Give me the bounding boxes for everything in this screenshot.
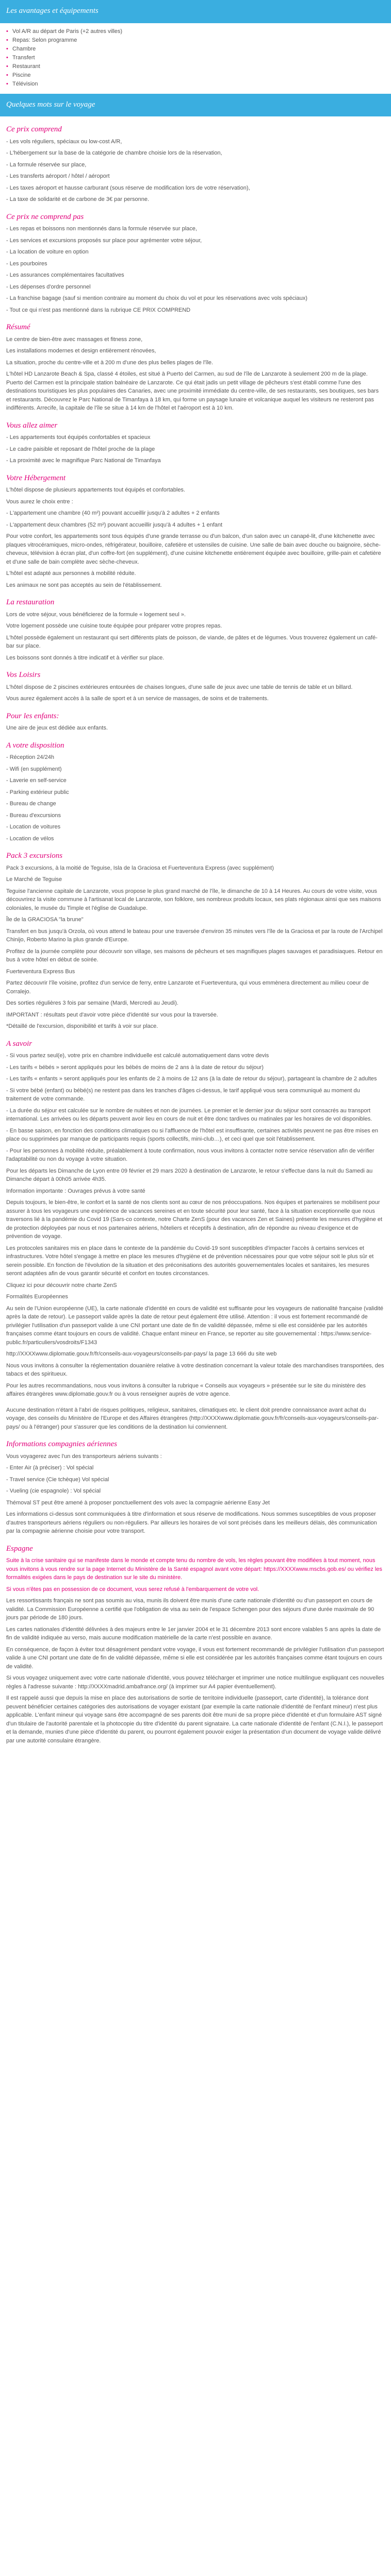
section-title: Ce prix comprend [6,125,62,134]
section-paragraph: - Les appartements tout équipés confortables et spacieux [6,434,151,441]
section-paragraph: Votre logement possède une cuisine toute équipée pour préparer votre propres repas. [6,623,222,630]
section-paragraph: - Réception 24/24h [6,754,54,761]
section-paragraph: - Les dépenses d'ordre personnel [6,283,91,290]
section-paragraph: Une aire de jeux est dédiée aux enfants. [6,725,108,732]
section-paragraph: Lors de votre séjour, vous bénéficierez de la formule « logement seul ». [6,611,186,618]
section-paragraph: - Bureau de change [6,801,56,807]
description-section [6,850,385,1031]
section-paragraph: - La location de voiture en option [6,249,89,256]
section-paragraph: L'hôtel possède également un restaurant qui sert différents plats de poisson, de viande, de pâtes et de légumes. Vous trouverez également un café-bar sur place. [6,634,378,650]
section-paragraph: - La durée du séjour est calculée sur le nombre de nuitées et non de journées. Le premier et le dernier jour du séjour sont consacrés au transport international. Les arrivées ou les départs peuvent avoir lieu en cours de nuit et être donc tardives ou matinales par les horaires de vol disponibles. [6,1107,372,1123]
section-paragraph: - Bureau d'excursions [6,812,61,819]
section-paragraph: Île de la GRACIOSA "la brune" [6,917,84,923]
list-item: • Télévision [6,80,385,89]
section-paragraph: Vous aurez également accès à la salle de sport et à un service de massages, de soins et de traitements. [6,696,269,702]
section-paragraph: - La formule réservée sur place, [6,161,87,168]
section-paragraph: - Parking extérieur public [6,789,69,795]
section-paragraph: - Travel service (Cie tchèque) Vol spécial [6,1476,109,1483]
section-paragraph: Pour les autres recommandations, nous vous invitons à consulter la rubrique « Conseils aux voyageurs » présentée sur le site du ministère des affaires étrangères www.diplomatie.gouv.fr ou à vous renseigner auprès de votre agence. [6,1382,366,1398]
section-paragraph: Suite à la crise sanitaire qui se manifeste dans le monde et compte tenu du nombre de vols, les règles pouvant être modifiées à tout moment, nous vous invitons à vous rendre sur la page Internet du Ministère de la Santé espagnol avant votre départ: https://XXXXwww.mscbs.gob.es/ ou vérifiez les formalités exigées dans le pays de destination sur le site du ministère. [6,1557,382,1581]
section-paragraph: - Wifi (en supplément) [6,766,62,772]
section-paragraph: - Si vous partez seul(e), votre prix en chambre individuelle est calculé automatiquement dans votre devis [6,1053,269,1059]
section-paragraph: Des sorties régulières 3 fois par semaine (Mardi, Mercredi au Jeudi). [6,1000,178,1007]
section-paragraph: Les cartes nationales d'identité délivrées à des majeurs entre le 1er janvier 2004 et le 31 décembre 2013 sont encore valables 5 ans après la date de fin de validité indiquée au verso, mais aucune modification matérielle de la carte n'est possible en avance. [6,1626,381,1641]
description-section [6,669,385,703]
section-paragraph: Vous aurez le choix entre : [6,498,73,505]
section-paragraph: - En basse saison, en fonction des conditions climatiques ou si l'affluence de l'hôtel est insuffisante, certaines activités peuvent ne pas être mises en place ou supprimées par manque de participants requis (sports collectifs, mini-club…), et ceci quel que soit l'établissement. [6,1127,379,1143]
section-paragraph: Transfert en bus jusqu'à Orzola, où vous attend le bateau pour une traversée d'environ 35 minutes vers l'île de la Graciosa et par la route de l'Archipel Chinijo, Roberto Marino la plus grande d'Europe. [6,928,383,943]
section-paragraph: - Le cadre paisible et reposant de l'hôtel proche de la plage [6,446,155,452]
section-paragraph: Vous voyagerez avec l'un des transporteurs aériens suivants : [6,1453,162,1460]
description-section [6,710,385,733]
section-paragraph: Il est rappelé aussi que depuis la mise en place des autorisations de sortie de territoire individuelle (passeport, carte d'identité), la tolérance dont peuvent bénéficier certaines catégories des autorisations de voyager existant (par exemple la carte nationale d'identité de l'enfant mineur) n'est plus applicable. L'enfant mineur qui voyage sans être accompagné de ses parents doit être muni de sa propre pièce d'identité et d'un formulaire AST signé d'un titulaire de l'autorité parentale et la photocopie du titre d'identité du parent signataire. La carte nationale d'identité de l'enfant (C.N.I.), le passeport et la demande, munies d'une pièce d'identité du parent, ou pourront également pouvoir exiger la présentation d'un document de voyage valide délivré par une autorité consulaire étrangère. [6,1695,383,1744]
section-paragraph: - Les tarifs « enfants » seront appliqués pour les enfants de 2 à moins de 12 ans (à la date de retour du séjour), partageant la chambre de 2 adultes [6,1076,377,1082]
section-title: Espagne [6,1544,33,1553]
section-paragraph: En conséquence, de façon à éviter tout désagrément pendant votre voyage, il vous est fortement recommandé de privilégier l'utilisation d'un passeport valide à une CNI portant une date de fin de validité dépassée, même si elle est considérée par les autorités françaises comme étant toujours en cours de validité. [6,1646,384,1670]
section-paragraph: - Location de vélos [6,835,54,842]
section-paragraph: - La franchise bagage (sauf si mention contraire au moment du choix du vol et pour les réservations avec vols spéciaux) [6,295,307,302]
section-paragraph: Partez découvrir l'île voisine, profitez d'un service de ferry, entre Lanzarote et Fuerteventura, qui vous emmènera directement au milieu coeur de Corralejo. [6,980,369,995]
list-item: • Restaurant [6,62,385,71]
description-section [6,321,385,413]
section-paragraph: Cliquez ici pour découvrir notre charte ZenS [6,1282,117,1289]
section-paragraph: Le Marché de Teguise [6,876,62,883]
trip-description [0,124,391,1764]
section-paragraph: Formalités Européennes [6,1294,68,1300]
section-paragraph: Au sein de l'Union européenne (UE), la carte nationale d'identité en cours de validité est suffisante pour les voyageurs de nationalité française (validité après la date de retour). Le passeport valide après la date de retour peut également être utilisé. Attention : il vous est fortement recommandé de privilégier l'utilisation d'un passeport valide à une CNI portant une date de fin de validité dépassée, même si elle est considérée par les autorités françaises comme étant toujours en cours de validité. Chaque enfant mineur en France, se reporter au site gouvernemental : https://www.service-public.fr/particuliers/vosdroits/F1343 [6,1305,384,1346]
section-paragraph: Aucune destination n'étant à l'abri de risques politiques, religieux, sanitaires, climatiques etc. le client doit prendre connaissance avant achat du voyage, des conseils du Ministère de l'Europe et des Affaires étrangères (http://XXXXwww.diplomatie.gouv.fr/fr/conseils-aux-voyageurs/conseils-par-pays/ ou à l'étranger) pour s'assurer que les conditions de la destination lui conviennent. [6,1406,379,1430]
list-item: • Transfert [6,54,385,62]
section-paragraph: Les installations modernes et design entièrement rénovées, [6,348,156,354]
section-paragraph: - L'appartement deux chambres (52 m²) pouvant accueillir jusqu'à 4 adultes + 1 enfant [6,521,223,528]
list-item: • Piscine [6,71,385,80]
section-paragraph: Information importante : Ouvrages prévus à votre santé [6,1188,145,1194]
section-title: Votre Hébergement [6,473,66,482]
description-section [6,420,385,465]
section-paragraph: Profitez de la journée complète pour découvrir son village, ses maisons de pêcheurs et ses magnifiques plages sauvages et paradisiaques. Retour en bus à votre hôtel en début de soirée. [6,948,383,963]
section-paragraph: http://XXXXwww.diplomatie.gouv.fr/fr/conseils-aux-voyageurs/conseils-par-pays/ la page 13 666 du site web [6,1351,277,1358]
section-title: Pack 3 excursions [6,852,63,860]
section-paragraph: - Les transferts aéroport / hôtel / aéroport [6,173,110,180]
section-paragraph: - Les tarifs « bébés » seront appliqués pour les bébés de moins de 2 ans à la date de retour du séjour) [6,1064,264,1071]
section-paragraph: Les animaux ne sont pas acceptés au sein de l'établissement. [6,582,162,588]
section-title: A savoir [6,1039,32,1048]
section-paragraph: - Tout ce qui n'est pas mentionné dans la rubrique CE PRIX COMPREND [6,307,191,313]
section-paragraph: - Pour les personnes à mobilité réduite, préalablement à toute confirmation, nous vous invitons à contacter notre service réservation afin de vérifier l'adaptabilité ou non du voyage à votre situation. [6,1147,374,1163]
description-section [6,211,385,315]
description-section [6,1038,385,1399]
section-paragraph: La situation, proche du centre-ville et à 200 m d'une des plus belles plages de l'île. [6,359,214,366]
section-paragraph: - Vueling (cie espagnole) : Vol spécial [6,1488,101,1495]
section-paragraph: Pour les départs les Dimanche de Lyon entre 09 février et 29 mars 2020 à destination de Lanzarote, le retour s'effectue dans la nuit du Samedi au Dimanche départ à 00h05 arrivée 4h35. [6,1167,373,1183]
section-paragraph: - Si votre bébé (enfant) ou bébé(s) ne restent pas dans les tranches d'âges ci-dessus, le tarif appliqué vous sera communiqué au moment du traitement de votre commande. [6,1087,360,1103]
section-paragraph: Si vous n'êtes pas en possession de ce document, vous serez refusé à l'embarquement de votre vol. [6,1586,259,1592]
section-paragraph: L'hôtel dispose de 2 piscines extérieures entourées de chaises longues, d'une salle de jeux avec une table de tennis de table et un billard. [6,684,353,690]
list-item: • Vol A/R au départ de Paris (+2 autres villes) [6,27,385,36]
section-title: A votre disposition [6,741,64,750]
description-section [6,1438,385,1536]
list-item: • Chambre [6,45,385,54]
section-title: Informations compagnies aériennes [6,1440,117,1449]
description-section [6,124,385,204]
advantages-banner: Les avantages et équipements [0,0,391,23]
section-paragraph: - La proximité avec le magnifique Parc National de Timanfaya [6,457,161,464]
section-paragraph: Depuis toujours, le bien-être, le confort et la santé de nos clients sont au cœur de nos préoccupations. Nos équipes et partenaires se mobilisent pour assurer à tous les voyageurs une expérience de vacances sereines et en toute sécurité pour leur santé, face à la situation exceptionnelle que nous traversons lié à la pandémie du Covid 19 (Sars-co contexte, notre Charte ZenS (pour des vacances Zen et Saines) présente les mesures d'hygiène et de protection déployées par nous et nos partenaires aériens, hôteliers et réceptifs à destination, afin de répondre au niveau d'exigence et de prévention de voyage. [6,1199,383,1240]
description-section [6,1406,385,1432]
section-paragraph: - Les repas et boissons non mentionnés dans la formule réservée sur place, [6,226,197,232]
section-paragraph: - Les taxes aéroport et hausse carburant (sous réserve de modification lors de votre réservation), [6,184,250,191]
section-title: Ce prix ne comprend pas [6,212,84,221]
section-paragraph: L'hôtel HD Lanzarote Beach & Spa, classé 4 étoiles, est situé à Puerto del Carmen, au sud de l'île de Lanzarote à seulement 200 m de la plage. Puerto del Carmen est la principale station balnéaire de Lanzarote. Ce qui était jadis un petit village de pêcheurs s'est établi comme l'une des destinations touristiques les plus populaires des Canaries, avec une proximité immédiate du centre-ville, de ses restaurants, ses boutiques, ses bars et restaurants. Découvrez le Parc National de Timanfaya à 18 km, qui forme un paysage lunaire et volcanique auquel les visiteurs ne resteront pas indifférents. Arrecife, la capitale de l'île se situe à 14 km de l'hôtel et l'aéroport est à 10 km. [6,371,379,412]
section-paragraph: Le centre de bien-être avec massages et fitness zone, [6,336,143,343]
section-paragraph: L'hôtel dispose de plusieurs appartements tout équipés et confortables. [6,487,185,494]
section-paragraph: - Laverie en self-service [6,777,67,784]
section-paragraph: Nous vous invitons à consulter la réglementation douanière relative à votre destination concernant la valeur totale des marchandises transportées, des tabacs et des spiritueux. [6,1362,384,1378]
section-paragraph: Si vous voyagez uniquement avec votre carte nationale d'identité, vous pouvez télécharger et imprimer une notice multilingue expliquant ces nouvelles règles à l'adresse suivante : http://XXXXmadrid.ambafrance.org/ (à imprimer sur A4 papier éventuellement). [6,1675,384,1690]
description-section [6,1543,385,1745]
section-paragraph: - Location de voitures [6,824,61,831]
section-paragraph: Les ressortissants français ne sont pas soumis au visa, munis ils doivent être munis d'une carte nationale d'identité ou d'un passeport en cours de validité. La Commission Européenne a certifié que l'obligation de visa au sein de l'espace Schengen pour des séjours d'une durée maximale de 90 jours par période de 180 jours. [6,1598,374,1621]
section-paragraph: - La taxe de solidarité et de carbone de 3€ par personne. [6,196,150,203]
section-title: Pour les enfants: [6,711,59,720]
section-paragraph: Pack 3 excursions, à la moitié de Teguise, Isla de la Graciosa et Fuerteventura Express (avec supplément) [6,865,274,871]
section-paragraph: - Les services et excursions proposés sur place pour agrémenter votre séjour, [6,237,202,244]
section-paragraph: - Les pourboires [6,260,47,267]
description-section [6,740,385,843]
section-paragraph: L'hôtel est adapté aux personnes à mobilité réduite. [6,570,136,577]
section-paragraph: Les protocoles sanitaires mis en place dans le contexte de la pandémie du Covid-19 sont susceptibles d'impacter l'accès à certains services et infrastructures. Votre hôtel s'engage à mettre en place les mesures d'hygiène et de prévention nécessaires pour que votre séjour soit le plus sûr et serein possible. En fonction de l'évolution de la situation et des préconisations des autorités gouvernementales locales et sanitaires, les mesures seront adaptées afin de vous garantir sécurité et confort en toutes circonstances. [6,1245,374,1277]
description-section [6,472,385,590]
section-title: Vos Loisirs [6,671,41,680]
section-paragraph: - L'appartement une chambre (40 m²) pouvant accueillir jusqu'à 2 adultes + 2 enfants [6,510,220,517]
section-paragraph: Teguise l'ancienne capitale de Lanzarote, vous propose le plus grand marché de l'île, le dimanche de 10 à 14 Heures. Au cours de votre visite, vous découvrirez la visite commune à l'artisanat local de Lanzarote, son folklore, ses nombreux produits locaux, ses plats régionaux ainsi que ses maisons coloniales, le musée du Timple et l'église de Guadalupe. [6,888,381,911]
list-item: • Repas: Selon programme [6,36,385,45]
section-paragraph: IMPORTANT : résultats peut d'avoir votre pièce d'identité sur vous pour la traversée. [6,1011,218,1018]
section-paragraph: - L'hébergement sur la base de la catégorie de chambre choisie lors de la réservation, [6,150,222,157]
section-paragraph: - Les vols réguliers, spéciaux ou low-cost A/R, [6,138,122,145]
section-paragraph: Les informations ci-dessus sont communiquées à titre d'information et sous réserve de modifications. Nous sommes susceptibles de vous proposer d'autres transporteurs aériens réguliers ou non-réguliers. Par ailleurs les horaires de vol sont précisés dans les meilleurs délais, dès communication par la compagnie aérienne choisie pour votre transport. [6,1511,377,1535]
section-paragraph: - Enter Air (à préciser) : Vol spécial [6,1465,94,1471]
section-title: Vous allez aimer [6,421,58,430]
section-title: Résumé [6,323,30,332]
description-section [6,597,385,662]
about-banner: Quelques mots sur le voyage [0,94,391,117]
advantages-list [0,27,391,89]
section-paragraph: Thémoval ST peut être amené à proposer ponctuellement des vols avec la compagnie aérienne Easy Jet [6,1499,270,1506]
section-paragraph: *Détaillé de l'excursion, disponibilité et tarifs à voir sur place. [6,1023,158,1030]
section-paragraph: Fuerteventura Express Bus [6,968,75,975]
section-paragraph: Les boissons sont donnés à titre indicatif et à vérifier sur place. [6,654,165,661]
section-paragraph: Pour votre confort, les appartements sont tous équipés d'une grande terrasse ou d'un balcon, d'un salon avec un canapé-lit, d'une kitchenette avec plaques vitrocéramiques, micro-ondes, réfrigérateur, bouilloire, cafetière et ustensiles de cuisine. Une salle de bain avec douche ou baignoire, sèche-cheveux, télévision à écran plat, d'un coffre-fort (en supplément), d'une cuisine kitchenette entièrement équipée avec bouilloire, grille-pain et cafetière et d'une salle de bain complète avec sèche-cheveux. [6,533,381,565]
section-paragraph: - Les assurances complémentaires facultatives [6,272,124,279]
section-title: La restauration [6,598,55,607]
